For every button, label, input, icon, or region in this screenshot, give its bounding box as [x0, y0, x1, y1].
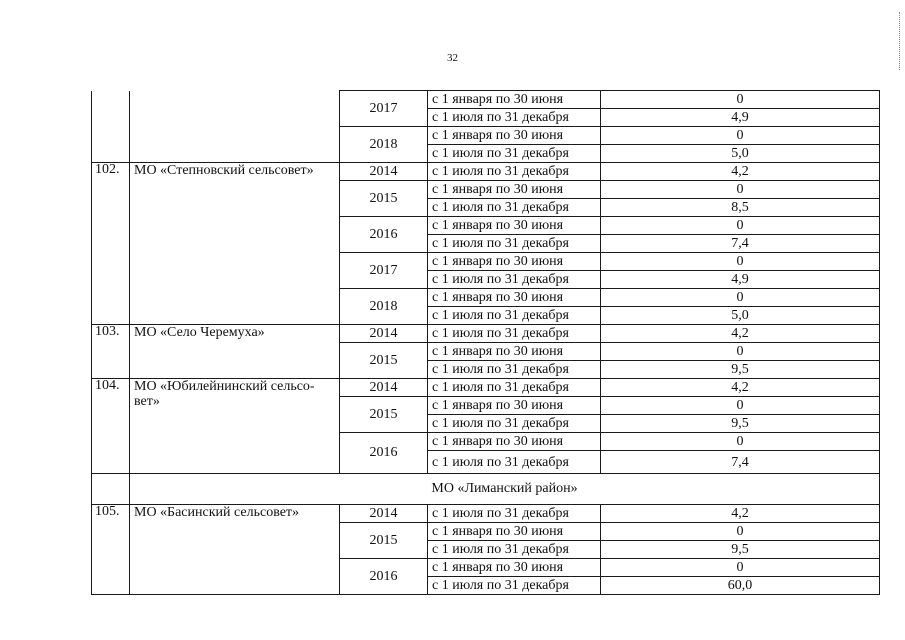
period-cell: с 1 января по 30 июня [428, 343, 601, 361]
period-cell: с 1 января по 30 июня [428, 397, 601, 415]
period-cell: с 1 июля по 31 декабря [428, 577, 601, 595]
year-cell: 2016 [340, 217, 428, 253]
rate-cell: 4,2 [601, 325, 880, 343]
year-cell: 2014 [340, 505, 428, 523]
period-cell: с 1 июля по 31 декабря [428, 505, 601, 523]
rate-cell: 0 [601, 343, 880, 361]
period-cell: с 1 июля по 31 декабря [428, 541, 601, 559]
rate-cell: 4,2 [601, 379, 880, 397]
year-cell: 2014 [340, 163, 428, 181]
period-cell: с 1 января по 30 июня [428, 181, 601, 199]
row-number [92, 91, 130, 163]
table-row [92, 505, 880, 523]
year-cell: 2017 [340, 253, 428, 289]
table-row [92, 379, 880, 397]
rate-cell: 5,0 [601, 145, 880, 163]
period-cell: с 1 июля по 31 декабря [428, 379, 601, 397]
rate-cell: 0 [601, 127, 880, 145]
margin-mark [899, 12, 901, 70]
rate-cell: 4,2 [601, 163, 880, 181]
table-row [92, 163, 880, 181]
year-cell: 2017 [340, 91, 428, 127]
rate-cell: 4,9 [601, 271, 880, 289]
period-cell: с 1 июля по 31 декабря [428, 199, 601, 217]
year-cell: 2016 [340, 559, 428, 595]
table-row [92, 91, 880, 109]
period-cell: с 1 июля по 31 декабря [428, 109, 601, 127]
rate-cell: 4,9 [601, 109, 880, 127]
rate-cell: 0 [601, 217, 880, 235]
year-cell: 2015 [340, 397, 428, 433]
period-cell: с 1 июля по 31 декабря [428, 271, 601, 289]
period-cell: с 1 января по 30 июня [428, 127, 601, 145]
rates-table [91, 90, 880, 595]
rate-cell: 0 [601, 523, 880, 541]
period-cell: с 1 января по 30 июня [428, 523, 601, 541]
period-cell: с 1 июля по 31 декабря [428, 307, 601, 325]
rate-cell: 0 [601, 397, 880, 415]
rate-cell: 4,2 [601, 505, 880, 523]
period-cell: с 1 января по 30 июня [428, 433, 601, 451]
period-cell: с 1 июля по 31 декабря [428, 145, 601, 163]
section-title: МО «Лиманский район» [130, 474, 880, 505]
period-cell: с 1 июля по 31 декабря [428, 415, 601, 433]
rate-cell: 5,0 [601, 307, 880, 325]
rate-cell: 60,0 [601, 577, 880, 595]
period-cell: с 1 января по 30 июня [428, 91, 601, 109]
rate-cell: 9,5 [601, 541, 880, 559]
rates-table-body [92, 91, 880, 595]
municipality-name: МО «Басинский сельсовет» [130, 505, 340, 595]
row-number: 103. [92, 325, 130, 379]
municipality-name: МО «Степновский сельсовет» [130, 163, 340, 325]
period-cell: с 1 июля по 31 декабря [428, 451, 601, 474]
period-cell: с 1 июля по 31 декабря [428, 235, 601, 253]
row-number: 102. [92, 163, 130, 325]
rate-cell: 0 [601, 559, 880, 577]
rate-cell: 0 [601, 181, 880, 199]
table-row [92, 325, 880, 343]
year-cell: 2015 [340, 181, 428, 217]
rate-cell: 0 [601, 289, 880, 307]
section-num-cell [92, 474, 130, 505]
rate-cell: 9,5 [601, 361, 880, 379]
rate-cell: 8,5 [601, 199, 880, 217]
municipality-name: МО «Село Черемуха» [130, 325, 340, 379]
rate-cell: 0 [601, 253, 880, 271]
year-cell: 2014 [340, 379, 428, 397]
row-number: 105. [92, 505, 130, 595]
period-cell: с 1 июля по 31 декабря [428, 163, 601, 181]
year-cell: 2014 [340, 325, 428, 343]
municipality-name: МО «Юбилейнинский сельсо-вет» [130, 379, 340, 474]
year-cell: 2018 [340, 127, 428, 163]
period-cell: с 1 января по 30 июня [428, 253, 601, 271]
municipality-name [130, 91, 340, 163]
period-cell: с 1 июля по 31 декабря [428, 325, 601, 343]
year-cell: 2015 [340, 523, 428, 559]
year-cell: 2018 [340, 289, 428, 325]
rate-cell: 9,5 [601, 415, 880, 433]
period-cell: с 1 января по 30 июня [428, 217, 601, 235]
year-cell: 2015 [340, 343, 428, 379]
year-cell: 2016 [340, 433, 428, 474]
period-cell: с 1 января по 30 июня [428, 559, 601, 577]
rate-cell: 0 [601, 91, 880, 109]
section-row [92, 474, 880, 505]
period-cell: с 1 января по 30 июня [428, 289, 601, 307]
page-number: 32 [447, 52, 458, 64]
row-number: 104. [92, 379, 130, 474]
rate-cell: 7,4 [601, 451, 880, 474]
rate-cell: 0 [601, 433, 880, 451]
rate-cell: 7,4 [601, 235, 880, 253]
period-cell: с 1 июля по 31 декабря [428, 361, 601, 379]
